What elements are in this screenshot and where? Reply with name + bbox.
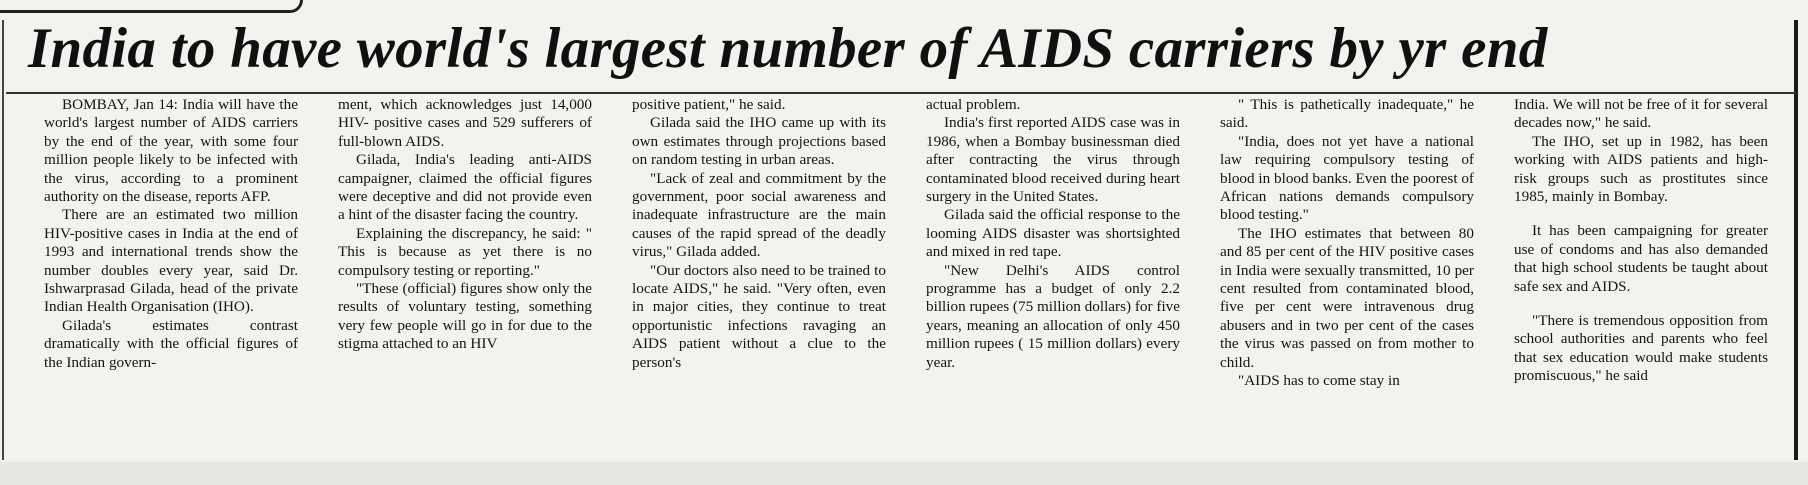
article-column-1 (44, 96, 298, 461)
paragraph: "There is tremendous opposition from school authorities and parents who feel that sex education would make students promiscuous," he said (1514, 312, 1768, 385)
paragraph: positive patient," he said. (632, 96, 786, 113)
paragraph: India's first reported AIDS case was in 1986, when a Bombay businessman died after contracting the virus through contaminated blood received during heart surgery in the United States. (926, 114, 1180, 206)
paragraph: Gilada, India's leading anti-AIDS campaigner, claimed the official figures were deceptive and did not provide even a hint of the disaster facing the country. (338, 151, 592, 224)
article-column-6 (1514, 96, 1768, 461)
paragraph: "AIDS has to come stay in (1238, 372, 1400, 390)
paragraph: "Lack of zeal and commitment by the government, poor social awareness and inadequate infrastructure are the main causes of the rapid spread of the deadly virus," Gilada added. (632, 169, 886, 261)
paragraph: Gilada said the official response to the looming AIDS disaster was shortsighted and mixed in red tape. (926, 206, 1180, 261)
paragraph: "New Delhi's AIDS control programme has a budget of only 2.2 billion rupees (75 million dollars) for five years, meaning an allocation of only 450 million rupees ( 15 million dollars) every year. (926, 261, 1180, 371)
page-margin (0, 462, 1808, 485)
paragraph: actual problem. (926, 96, 1021, 113)
paragraph: BOMBAY, Jan 14: India will have the world's largest number of AIDS carriers by the end of the year, with some four million people likely to be infected with the virus, according to a prominent authority on the disease, reports AFP. (44, 96, 298, 206)
column-frame-right (1794, 20, 1798, 460)
paragraph: The IHO estimates that between 80 and 85 per cent of the HIV positive cases in India were sexually transmitted, 10 per cent resulted from contaminated blood, five per cent were intravenous drug abusers and in two per cent of the cases the virus was passed on from mother to child. (1220, 224, 1474, 371)
paragraph: " This is pathetically inadequate," he said. (1220, 96, 1474, 132)
masthead-rule-fragment (0, 0, 303, 13)
paragraph: "India, does not yet have a national law requiring compulsory testing of blood in blood banks. Even the poorest of African nations demands compulsory blood testing." (1220, 132, 1474, 224)
article-headline: India to have world's largest number of AIDS carriers by yr end (28, 17, 1548, 80)
paragraph: "Our doctors also need to be trained to locate AIDS," he said. "Very often, even in major cities, they continue to treat opportunistic infections ravaging an AIDS patient without a clue to the person's (632, 261, 886, 371)
article-column-4 (926, 96, 1180, 461)
paragraph: Explaining the discrepancy, he said: " This is because as yet there is no compulsory testing or reporting." (338, 224, 592, 279)
paragraph: "These (official) figures show only the results of voluntary testing, something very few people will go in for due to the stigma attached to an HIV (338, 280, 592, 353)
headline-divider (6, 92, 1796, 94)
article-column-3 (632, 96, 886, 461)
paragraph: Gilada said the IHO came up with its own estimates through projections based on random testing in urban areas. (632, 114, 886, 169)
paragraph: Gilada's estimates contrast dramatically with the official figures of the Indian govern- (44, 316, 298, 371)
column-frame-left (2, 20, 4, 460)
paragraph: ment, which acknowledges just 14,000 HIV- positive cases and 529 sufferers of full-blown AIDS. (338, 96, 592, 150)
paragraph: There are an estimated two million HIV-positive cases in India at the end of 1993 and international trends show the number doubles every year, said Dr. Ishwarprasad Gilada, head of the private Indian Health Organisation (IHO). (44, 206, 298, 316)
paragraph: India. We will not be free of it for several decades now," he said. (1514, 96, 1768, 132)
article-column-2 (338, 96, 592, 461)
article-body (44, 96, 1788, 461)
paragraph: It has been campaigning for greater use of condoms and has also demanded that high school students be taught about safe sex and AIDS. (1514, 222, 1768, 295)
paragraph: The IHO, set up in 1982, has been working with AIDS patients and high-risk groups such as prostitutes since 1985, mainly in Bombay. (1514, 132, 1768, 206)
article-column-5 (1220, 96, 1474, 461)
